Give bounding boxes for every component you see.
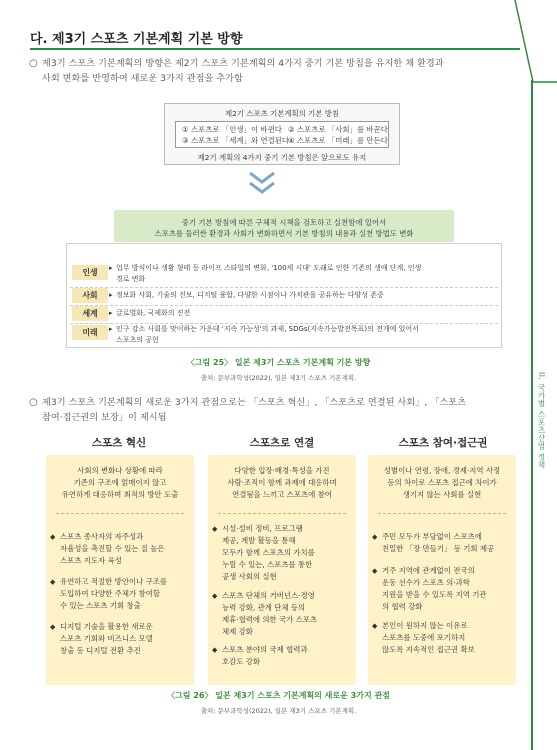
bullet-paragraph-1 bbox=[29, 56, 517, 86]
item-line: 친밀한 「장 만들기」 등 기회 제공 bbox=[382, 544, 495, 553]
item-line: 수 있는 스포츠 기회 창출 bbox=[60, 601, 141, 610]
diamond-bullet-icon: ◆ bbox=[50, 623, 56, 631]
item-line: 디지털 기술을 활용한 새로운 bbox=[60, 622, 153, 631]
item-line: 거주 지역에 관계없이 전국의 bbox=[382, 566, 475, 575]
column-summary bbox=[50, 465, 190, 501]
item-line: 운동 선수가 스포츠 의·과학 bbox=[382, 578, 470, 587]
bullet-2-line-1: 제3기 스포츠 기본계획의 새로운 3가지 관점으로는 「스포츠 혁신」, 「스포츠로 연결된 사회」, 「스포츠 bbox=[42, 397, 466, 408]
row-divider bbox=[70, 287, 498, 288]
column-item bbox=[50, 531, 188, 567]
column-item bbox=[50, 621, 188, 657]
column-item bbox=[212, 523, 350, 583]
row-text-life-line-2: 경로 변화 bbox=[116, 275, 146, 283]
figure-25-source: 출처: 문부과학성(2022), 일본 제3기 스포츠 기본계획. bbox=[200, 374, 357, 382]
item-line: 능력 강화, 관계 단체 등의 bbox=[222, 603, 306, 612]
row-text-future bbox=[109, 324, 461, 346]
triangle-bullet-icon: ▸ bbox=[109, 309, 113, 317]
column-summary bbox=[212, 465, 352, 501]
bullet-circle-icon: ○ bbox=[29, 58, 38, 69]
bullet-1-line-1: 제3기 스포츠 기본계획의 방향은 제2기 스포츠 기본계획의 4가지 중기 기본 방침을 유지한 채 환경과 bbox=[42, 58, 444, 69]
policy-item-1: ① 스포츠로 「인생」이 바뀐다 bbox=[182, 125, 282, 134]
diamond-bullet-icon: ◆ bbox=[212, 646, 218, 654]
row-text-society bbox=[109, 290, 461, 301]
diamond-bullet-icon: ◆ bbox=[50, 578, 56, 586]
item-line: 스포츠 종사자의 자주성과 bbox=[60, 532, 144, 541]
diamond-bullet-icon: ◆ bbox=[212, 525, 218, 533]
row-text-world-line-1: 글로벌화, 국제화의 진전 bbox=[116, 309, 191, 317]
item-line: 의 협력 강화 bbox=[382, 602, 423, 611]
change-banner bbox=[114, 210, 454, 242]
summary-line: 생기지 않는 사회를 실현 bbox=[402, 490, 482, 499]
policy-box-note: 제2기 계획의 4가지 중기 기본 방침은 앞으로도 유지 bbox=[197, 153, 367, 162]
item-line: 제공, 계발 활동을 통해 bbox=[222, 536, 296, 545]
change-banner-line-2: 스포츠를 둘러싼 환경과 사회가 변화하면서 기본 방침의 내용과 실천 방법도 변화 bbox=[154, 229, 414, 238]
policy-item-3: ③ 스포츠로 「세계」와 연결된다 bbox=[182, 136, 289, 145]
item-line: 모두가 함께 스포츠의 가치를 bbox=[222, 548, 315, 557]
row-tag-society: 사회 bbox=[72, 288, 108, 303]
triangle-bullet-icon: ▸ bbox=[109, 291, 113, 299]
row-text-future-line-2: 스포츠의 공헌 bbox=[116, 336, 159, 344]
diamond-bullet-icon: ◆ bbox=[50, 533, 56, 541]
section-heading: 다. 제3기 스포츠 기본계획 기본 방향 bbox=[30, 32, 243, 47]
row-text-world bbox=[109, 308, 461, 319]
item-line: 도입하여 다양한 주체가 참여할 bbox=[60, 589, 160, 598]
row-tag-future: 미래 bbox=[72, 325, 108, 340]
policy-list bbox=[175, 121, 389, 148]
change-banner-line-1: 중기 기본 방침에 따른 구체적 시책을 검토하고 실천함에 있어서 bbox=[181, 218, 387, 227]
row-text-life bbox=[109, 263, 461, 285]
side-tab-line bbox=[531, 80, 533, 750]
item-line: 제휴·협력에 의한 국가 스포츠 bbox=[222, 615, 318, 624]
column-divider bbox=[56, 513, 184, 514]
column-title-connection: 스포츠로 연결 bbox=[249, 437, 315, 449]
summary-line: 성별이나 연령, 장애, 경제·지역 사정 bbox=[383, 466, 501, 475]
bullet-1-line-2: 사회 변화를 반영하여 새로운 3가지 관점을 추가함 bbox=[42, 73, 243, 84]
chevron-down-icon bbox=[247, 170, 277, 198]
summary-line: 다양한 입장·배경·특성을 가진 bbox=[234, 466, 330, 475]
policy-box bbox=[164, 103, 400, 165]
summary-line: 연결됨을 느끼고 스포츠에 참여 bbox=[232, 490, 332, 499]
column-divider bbox=[378, 513, 506, 514]
row-text-society-line-1: 정보화 사회, 기술의 진보, 디지털 융합, 다양한 시점이나 가치관을 공유하는 다양성 존중 bbox=[116, 291, 384, 299]
item-line: 유연하고 적절한 방안이나 구조를 bbox=[60, 577, 168, 586]
item-line: 호감도 강화 bbox=[222, 657, 261, 666]
item-line: 체제 강화 bbox=[222, 627, 253, 636]
figure-26-source: 출처: 문부과학성(2022), 일본 제3기 스포츠 기본계획. bbox=[200, 707, 357, 715]
item-line: 스포츠 분야의 국제 협력과 bbox=[222, 645, 308, 654]
column-summary bbox=[372, 465, 512, 501]
item-line: 공생 사회의 실현 bbox=[222, 572, 277, 581]
policy-item-2: ② 스포츠로 「사회」를 바꾼다 bbox=[288, 125, 388, 134]
column-item bbox=[372, 531, 510, 555]
figure-25-caption: 〈그림 25〉 일본 제3기 스포츠 기본계획 기본 방향 bbox=[186, 358, 371, 367]
summary-line: 사회의 변화나 상황에 따라 bbox=[77, 466, 163, 475]
column-item bbox=[212, 590, 350, 638]
column-item bbox=[372, 565, 510, 613]
item-line: 창출 등 디지털 전환 추진 bbox=[60, 646, 141, 655]
item-line: 시설·설비 정비, 프로그램 bbox=[222, 524, 303, 533]
bullet-circle-icon: ○ bbox=[29, 397, 38, 408]
column-panel-connection bbox=[208, 455, 356, 685]
row-divider bbox=[70, 305, 498, 306]
column-panel-access bbox=[368, 455, 516, 685]
item-line: 누릴 수 있는, 스포츠를 통한 bbox=[222, 560, 313, 569]
column-item bbox=[372, 620, 510, 656]
column-panel-innovation bbox=[46, 455, 194, 685]
item-line: 스포츠 기회와 비즈니스 모델 bbox=[60, 634, 153, 643]
column-title-innovation: 스포츠 혁신 bbox=[91, 437, 147, 449]
diamond-bullet-icon: ◆ bbox=[372, 567, 378, 575]
figure-26-caption: 〈그림 26〉 일본 제3기 스포츠 기본계획의 새로운 3가지 관점 bbox=[167, 691, 390, 700]
summary-line: 유연하게 대응하며 최적의 방안 도출 bbox=[61, 490, 179, 499]
item-line: 않도록 지속적인 접근권 확보 bbox=[382, 645, 475, 654]
row-tag-life: 인생 bbox=[72, 265, 108, 280]
summary-line: 등의 차이로 스포츠 접근에 차이가 bbox=[387, 478, 497, 487]
bullet-2-line-2: 참여·접근권의 보장」이 제시됨 bbox=[42, 412, 167, 423]
summary-line: 기존의 구조에 얽매이지 않고 bbox=[73, 478, 167, 487]
side-tab-label: II. 국가별 스포츠산업 정책 bbox=[537, 372, 546, 469]
policy-box-title: 제2기 스포츠 기본계획의 기본 방침 bbox=[224, 109, 340, 118]
row-text-life-line-1: 업무 방식이나 생활 형태 등 라이프 스타일의 변화, '100세 시대' 도래로 인한 기존의 생애 단계, 인생 bbox=[116, 264, 422, 272]
column-item bbox=[50, 576, 188, 612]
column-divider bbox=[218, 513, 346, 514]
summary-line: 사람·조직이 함께 과제에 대응하며 bbox=[227, 478, 337, 487]
column-title-access: 스포츠 참여·접근권 bbox=[398, 437, 488, 449]
item-line: 자율성을 촉진할 수 있는 질 높은 bbox=[60, 544, 165, 553]
item-line: 본인이 원하지 않는 이유로 bbox=[382, 621, 468, 630]
row-tag-world: 세계 bbox=[72, 306, 108, 321]
row-text-future-line-1: 인구 감소 사회를 맞이하는 가운데 '지속 가능성'의 과제, SDGs(지속가능발전목표)의 전개에 있어서 bbox=[116, 325, 419, 333]
diamond-bullet-icon: ◆ bbox=[212, 592, 218, 600]
heading-underline bbox=[30, 48, 520, 50]
item-line: 주민 모두가 부담없이 스포츠에 bbox=[382, 532, 482, 541]
column-item bbox=[212, 644, 350, 668]
diamond-bullet-icon: ◆ bbox=[372, 622, 378, 630]
policy-item-4: ④ 스포츠로 「미래」를 만든다 bbox=[288, 136, 388, 145]
diamond-bullet-icon: ◆ bbox=[372, 533, 378, 541]
item-line: 지원을 받을 수 있도록 지역 기관 bbox=[382, 590, 487, 599]
triangle-bullet-icon: ▸ bbox=[109, 264, 113, 272]
item-line: 스포츠를 도중에 포기하지 bbox=[382, 633, 466, 642]
bullet-paragraph-2 bbox=[29, 395, 517, 425]
item-line: 스포츠 단체의 거버넌스·경영 bbox=[222, 591, 315, 600]
item-line: 스포츠 지도자 육성 bbox=[60, 556, 122, 565]
triangle-bullet-icon: ▸ bbox=[109, 325, 113, 333]
